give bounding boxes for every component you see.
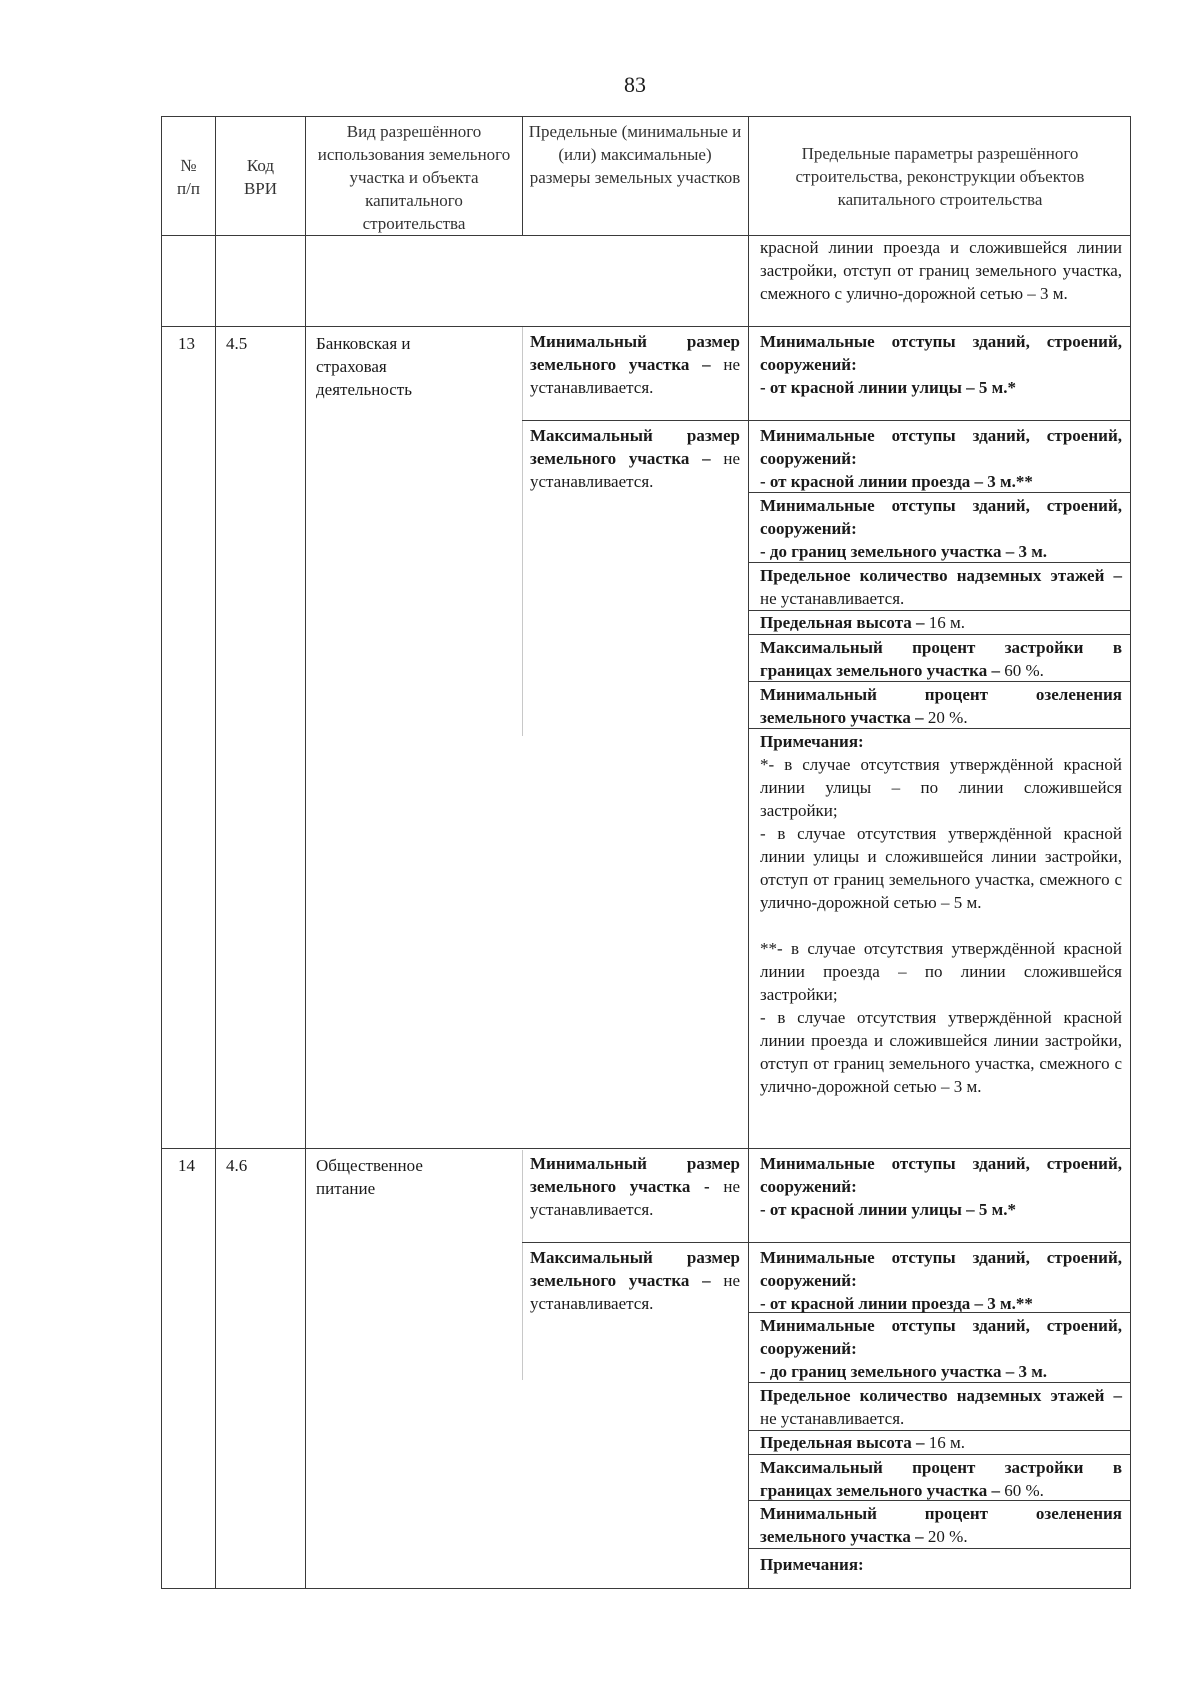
column-divider — [215, 116, 216, 1588]
note-item: - в случае отсутствия утверждённой красной линии проезда и сложившейся линии застройки, отступ от границ земельного участка, смежного с улично-дорожной сетью – 3 м. — [760, 1008, 1122, 1096]
param-value: не устанавливается. — [760, 1409, 905, 1428]
param-offset-street — [760, 330, 1122, 399]
param-label: Минимальные отступы зданий, строений, сооружений: — [760, 332, 1122, 374]
param-label: Минимальный процент озеленения земельного участка – — [760, 685, 1122, 727]
param-coverage — [760, 636, 1122, 682]
row-separator — [161, 326, 1131, 327]
notes-title: Примечания: — [760, 732, 864, 751]
param-offset-street — [760, 1152, 1122, 1221]
notes-title: Примечания: — [760, 1555, 864, 1574]
param-value: 20 %. — [927, 1527, 968, 1546]
notes — [760, 730, 1122, 1098]
header-use-type: Вид разрешённого использования земельного участка и объекта капитального строительства — [317, 122, 511, 233]
min-size — [530, 1152, 740, 1221]
column-divider — [522, 116, 523, 236]
sub-separator — [748, 1454, 1131, 1455]
max-size — [530, 424, 740, 493]
column-divider — [748, 116, 749, 1588]
row-use-name: Общественное питание — [316, 1156, 423, 1198]
row-code: 4.5 — [226, 334, 248, 353]
param-value: - от красной линии улицы – 5 м.* — [760, 1200, 1016, 1219]
param-value: - от красной линии улицы – 5 м.* — [760, 378, 1016, 397]
sub-separator — [522, 1242, 1131, 1243]
param-label: Максимальный процент застройки в границах земельного участка – — [760, 638, 1122, 680]
param-floors — [760, 564, 1122, 610]
header-number: № п/п — [177, 156, 200, 198]
min-size-value: не устанавливается. — [530, 355, 740, 397]
min-size-value: не устанавливается. — [530, 1177, 741, 1219]
table-border-bottom — [161, 1588, 1131, 1589]
note-item: *- в случае отсутствия утверждённой красной линии улицы – по линии сложившейся застройки; — [760, 755, 1122, 820]
column-divider-faint — [522, 1150, 523, 1380]
param-label: Предельная высота – — [760, 1433, 925, 1452]
param-value: 60 %. — [1004, 661, 1044, 680]
max-size-value: не устанавливается. — [530, 449, 740, 491]
row-use-name: Банковская и страховая деятельность — [316, 334, 412, 399]
param-value: 16 м. — [928, 1433, 966, 1452]
param-label: Минимальные отступы зданий, строений, сооружений: — [760, 496, 1122, 538]
row-code: 4.6 — [226, 1156, 248, 1175]
param-value: - до границ земельного участка – 3 м. — [760, 542, 1048, 561]
param-label: Минимальные отступы зданий, строений, сооружений: — [760, 1154, 1122, 1196]
param-label: Минимальные отступы зданий, строений, сооружений: — [760, 1316, 1122, 1358]
param-value: не устанавливается. — [760, 589, 905, 608]
param-greening — [760, 683, 1122, 729]
param-height — [760, 611, 1122, 634]
param-value: - от красной линии проезда – 3 м.** — [760, 472, 1033, 491]
param-offset-driveway — [760, 424, 1122, 493]
param-offset-boundary — [760, 1314, 1122, 1383]
max-size-label: Максимальный размер земельного участка – — [530, 1248, 740, 1290]
min-size — [530, 330, 740, 399]
min-size-label: Минимальный размер земельного участка – — [530, 332, 740, 374]
table-border-top — [161, 116, 1131, 117]
continuation-text: красной линии проезда и сложившейся линии застройки, отступ от границ земельного участка, смежного с улично-дорожной сетью – 3 м. — [760, 238, 1122, 303]
param-value: 16 м. — [928, 613, 966, 632]
header-sizes: Предельные (минимальные и (или) максимальные) размеры земельных участков — [528, 122, 742, 187]
param-coverage — [760, 1456, 1122, 1502]
param-label: Минимальный процент озеленения земельного участка – — [760, 1504, 1122, 1546]
param-label: Максимальный процент застройки в границах земельного участка – — [760, 1458, 1122, 1500]
header-code: Код ВРИ — [243, 156, 278, 198]
param-value: 20 %. — [927, 708, 968, 727]
param-height — [760, 1431, 1122, 1454]
header-params: Предельные параметры разрешённого строительства, реконструкции объектов капитального строительства — [795, 144, 1085, 209]
param-value: 60 %. — [1004, 1481, 1044, 1500]
row-number: 13 — [178, 334, 195, 353]
min-size-label: Минимальный размер земельного участка - — [530, 1154, 740, 1196]
note-item: **- в случае отсутствия утверждённой красной линии проезда – по линии сложившейся застройки; — [760, 939, 1122, 1004]
param-label: Предельное количество надземных этажей – — [760, 566, 1122, 585]
row-separator — [161, 1148, 1131, 1149]
note-item: - в случае отсутствия утверждённой красной линии улицы и сложившейся линии застройки, отступ от границ земельного участка, смежного с улично-дорожной сетью – 5 м. — [760, 824, 1122, 912]
column-divider-faint — [522, 326, 523, 736]
param-label: Минимальные отступы зданий, строений, сооружений: — [760, 426, 1122, 468]
param-floors — [760, 1384, 1122, 1430]
param-value: - до границ земельного участка – 3 м. — [760, 1362, 1048, 1381]
table-border-left — [161, 116, 162, 1588]
max-size — [530, 1246, 740, 1315]
sub-separator — [748, 634, 1131, 635]
page-number: 83 — [624, 72, 646, 97]
param-label: Предельная высота – — [760, 613, 925, 632]
param-value: - от красной линии проезда – 3 м.** — [760, 1294, 1033, 1313]
param-offset-driveway — [760, 1246, 1122, 1315]
param-offset-boundary — [760, 494, 1122, 563]
row-number: 14 — [178, 1156, 195, 1175]
param-greening — [760, 1502, 1122, 1548]
column-divider — [305, 116, 306, 1588]
sub-separator — [748, 1548, 1131, 1549]
param-label: Минимальные отступы зданий, строений, сооружений: — [760, 1248, 1122, 1290]
sub-separator — [522, 420, 1131, 421]
max-size-label: Максимальный размер земельного участка – — [530, 426, 740, 468]
max-size-value: не устанавливается. — [530, 1271, 740, 1313]
param-label: Предельное количество надземных этажей – — [760, 1386, 1122, 1405]
table-border-right — [1130, 116, 1131, 1588]
